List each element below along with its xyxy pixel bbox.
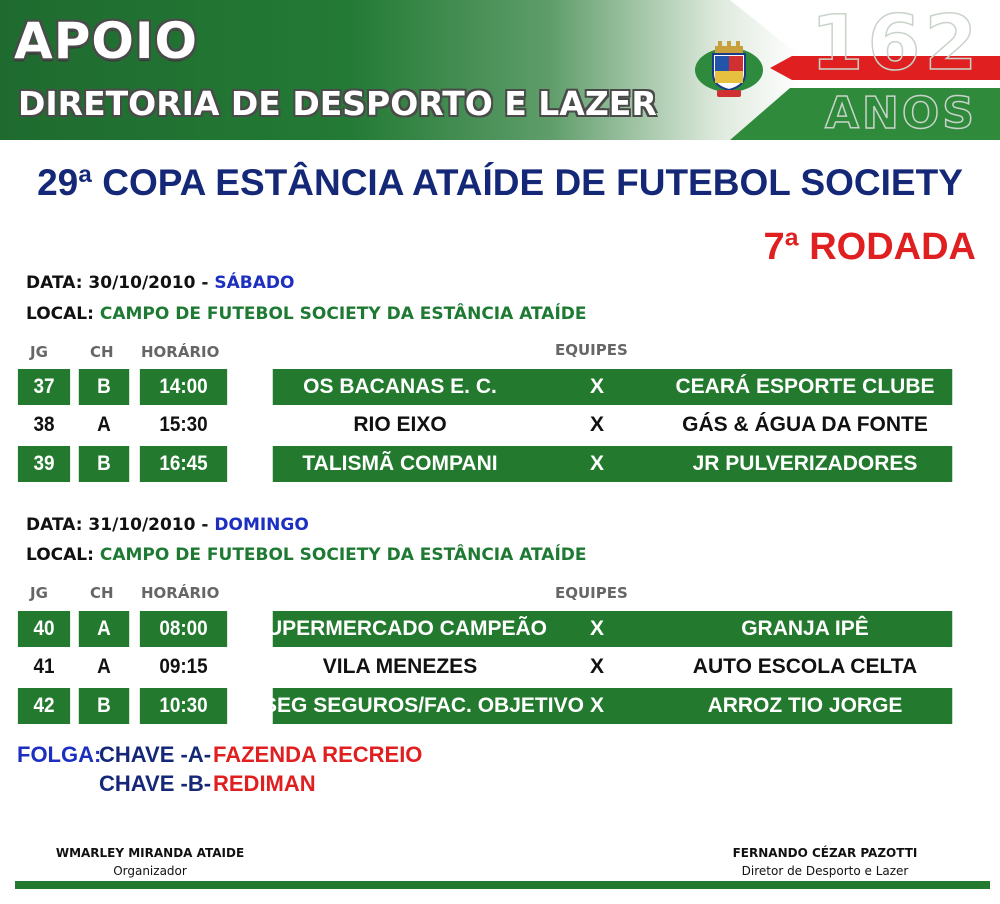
table-row [15,649,990,685]
anniversary-word: ANOS [825,88,977,139]
away-team: JR PULVERIZADORES [692,452,918,475]
col-header-jg: JG [30,584,48,602]
game-chave: B [79,688,129,724]
organizer-role: Organizador [113,864,187,878]
game-number: 40 [18,611,70,647]
game-number: 42 [18,688,70,724]
session-2-local-line [26,545,587,565]
game-number: 39 [18,446,70,482]
away-team: AUTO ESCOLA CELTA [692,655,918,678]
local-label: LOCAL: [26,545,94,565]
folga-chave-a: CHAVE -A- [99,742,212,767]
session-1-local-line [26,304,587,324]
city-crest-icon [693,38,765,100]
col-header-ch: CH [90,343,114,361]
home-team: VILA MENEZES [322,655,478,678]
footer-bar [15,881,990,889]
col-header-ch: CH [90,584,114,602]
versus-mark: X [589,452,604,475]
anniversary-number: 162 [810,0,982,87]
round-label: 7ª RODADA [763,226,976,268]
weekday: DOMINGO [214,515,309,535]
diretoria-heading: DIRETORIA DE DESPORTO E LAZER [18,84,657,123]
home-team: OS BACANAS E. C. [303,375,497,398]
game-time: 15:30 [159,413,208,436]
game-chave: B [79,446,129,482]
director-name: FERNANDO CÉZAR PAZOTTI [732,846,918,860]
local-label: LOCAL: [26,304,94,324]
game-chave: B [79,369,129,405]
away-team: GÁS & ÁGUA DA FONTE [682,413,928,436]
versus-mark: X [589,413,604,436]
folga-label: FOLGA: [17,742,102,767]
away-team: CEARÁ ESPORTE CLUBE [675,375,935,398]
folga-team-a: FAZENDA RECREIO [213,742,423,767]
date-value: 30/10/2010 [88,273,196,293]
header-banner [0,0,1000,140]
versus-mark: X [589,694,604,717]
folga-chave-b: CHAVE -B- [99,771,212,796]
folga-team-b: REDIMAN [213,771,316,796]
date-dash: - [201,273,209,293]
table-row [15,407,990,443]
organizer-name: WMARLEY MIRANDA ATAIDE [55,846,245,860]
col-header-horario: HORÁRIO [141,343,220,361]
game-chave: A [97,413,111,436]
session-2-date-line [26,515,309,535]
game-time: 08:00 [140,611,227,647]
game-chave: A [97,655,111,678]
home-team: TALISMÃ COMPANI [302,452,498,475]
table-row [15,369,990,405]
home-team: SUPERMERCADO CAMPEÃO [252,617,548,640]
away-team: ARROZ TIO JORGE [707,694,903,717]
weekday: SÁBADO [214,273,295,293]
data-label: DATA: [26,515,83,535]
col-header-equipes: EQUIPES [555,341,628,359]
versus-mark: X [589,655,604,678]
home-team: RIO EIXO [353,413,447,436]
game-number: 38 [33,413,55,436]
local-value: CAMPO DE FUTEBOL SOCIETY DA ESTÂNCIA ATAÍDE [99,304,587,324]
game-time: 10:30 [140,688,227,724]
game-time: 16:45 [140,446,227,482]
versus-mark: X [589,617,604,640]
session-1-date-line [26,273,294,293]
col-header-equipes: EQUIPES [555,584,628,602]
game-time: 09:15 [159,655,208,678]
game-chave: A [79,611,129,647]
away-team: GRANJA IPÊ [741,617,869,640]
table-row [15,688,990,724]
col-header-horario: HORÁRIO [141,584,220,602]
home-team: ESSEG SEGUROS/FAC. OBJETIVO [235,694,584,717]
table-row [15,611,990,647]
col-header-jg: JG [30,343,48,361]
page-title: 29ª COPA ESTÂNCIA ATAÍDE DE FUTEBOL SOCIETY [37,162,963,203]
date-value: 31/10/2010 [88,515,196,535]
game-number: 41 [33,655,55,678]
date-dash: - [201,515,209,535]
apoio-heading: APOIO [14,12,198,70]
table-row [15,446,990,482]
game-number: 37 [18,369,70,405]
local-value: CAMPO DE FUTEBOL SOCIETY DA ESTÂNCIA ATAÍDE [99,545,587,565]
versus-mark: X [589,375,604,398]
director-role: Diretor de Desporto e Lazer [741,864,909,878]
game-time: 14:00 [140,369,227,405]
data-label: DATA: [26,273,83,293]
